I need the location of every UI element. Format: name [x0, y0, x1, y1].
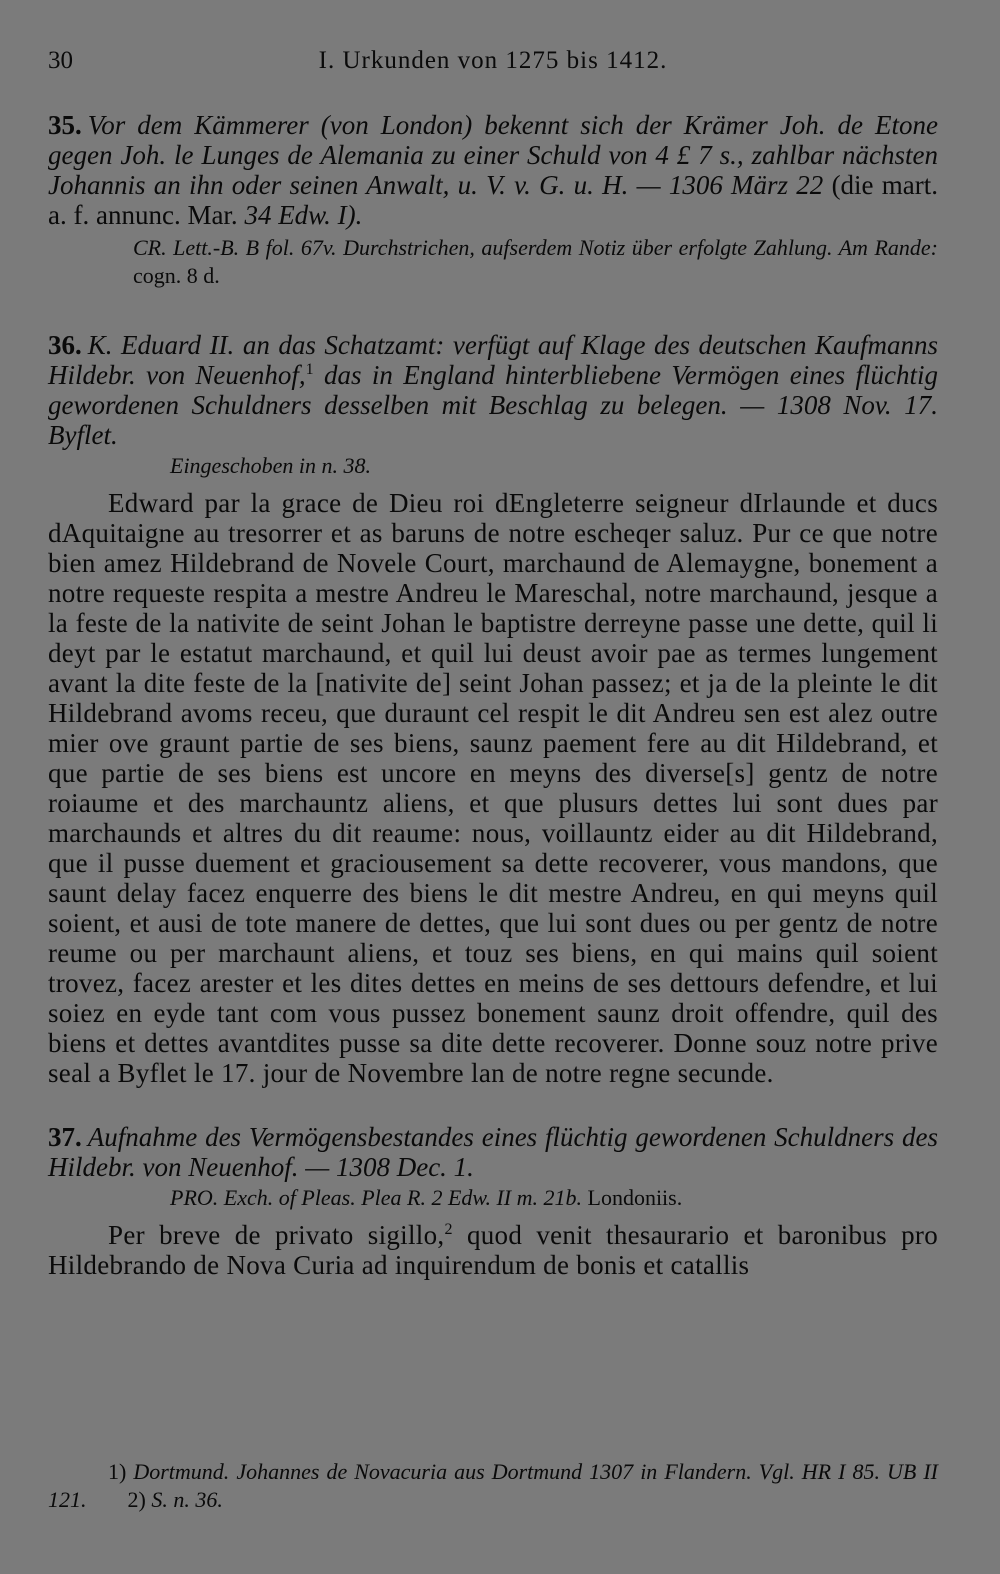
page-number: 30: [48, 47, 73, 74]
entry-36-source-text: Eingeschoben in n. 38.: [170, 453, 372, 478]
entry-37-summary-text: Aufnahme des Vermögensbestandes eines flüchtig gewordenen Schuldners des Hildebr. von Neuenhof. — 1308 Dec. 1.: [48, 1122, 938, 1182]
footnote-2-text: S. n. 36.: [151, 1487, 223, 1512]
entry-37-source-italic: PRO. Exch. of Pleas. Plea R. 2 Edw. II m. 21b.: [170, 1185, 582, 1210]
entry-37-body-b: quod venit thesaurario et baronibus pro Hildebrando de Nova Curia ad inquirendum de bonis et catallis: [48, 1220, 938, 1280]
entry-number: 36.: [48, 330, 82, 360]
footnote-1-text: Dortmund. Johannes de Novacuria aus Dortmund 1307 in Flandern. Vgl. HR I 85. UB II 121.: [48, 1459, 938, 1512]
entry-37-source: [170, 1184, 938, 1212]
entry-37-source-regular: Londoniis.: [587, 1185, 683, 1210]
entry-36: [48, 330, 938, 1088]
entry-37-body-a: Per breve de privato sigillo,: [108, 1220, 445, 1250]
footnotes: [48, 1458, 938, 1514]
footnote-1-mark: 1): [108, 1459, 127, 1484]
document-page: [48, 40, 938, 1280]
entry-36-body: Edward par la grace de Dieu roi dEngleterre seigneur dIrlaunde et ducs dAquitaigne au tresorrer et as baruns de notre escheqer saluz. Pur ce que notre bien amez Hildebrand de Novele Court, marchaund de Alemaygne, bonement a notre requeste respita a mestre Andreu le Mareschal, notre marchaund, jesque a la feste de la nativite de seint Johan le baptistre derreyne passe une dette, quil li deyt par le estatut marchaund, et quil lui deust avoir pae as termes lungement avant la dite feste de la [nativite de] seint Johan passez; et ja de la pleinte le dit Hildebrand avoms receu, que duraunt cel respit le dit Andreu sen est alez outre mier ove graunt partie de ses biens, saunz paement fere au dit Hildebrand, et que partie de ses biens est uncore en meyns des diverse[s] gentz de notre roiaume et des marchauntz aliens, et que plusurs dettes lui sont dues par marchaunds et altres du dit reaume: nous, voillauntz eider au dit Hildebrand, que il pusse duement et graciousement sa dette recoverer, vous mandons, que saunt delay facez enquerre des biens le dit mestre Andreu, en qui meyns quil soient, et ausi de tote manere de dettes, que lui sont dues ou per gentz de notre reume ou per marchaunt aliens, et touz ses biens, en qui mains quil soient trovez, facez arester et les dites dettes en meins de ses dettours defendre, et lui soiez en eyde tant com vous pussez bonement saunz droit offendre, quil des biens et dettes avantdites pusse sa dite dette recoverer. Donne souz notre prive seal a Byflet le 17. jour de Novembre lan de notre regne secunde.: [48, 488, 938, 1088]
entry-35-source: [133, 234, 938, 290]
entry-36-summary-text: K. Eduard II. an das Schatzamt: verfügt auf Klage des deutschen Kaufmanns Hildebr. von Neuenhof,: [48, 330, 938, 390]
entry-35: [48, 110, 938, 290]
entry-36-summary: [48, 330, 938, 450]
footnote-mark: 2: [444, 1221, 453, 1238]
footnote-mark: 1: [305, 361, 314, 378]
entry-35-summary-text: Vor dem Kämmerer (von London) bekennt sich der Krämer Joh. de Etone gegen Joh. le Lunges de Alemania zu einer Schuld von 4 £ 7 s., zahlbar nächsten Johannis an ihn oder seinen Anwalt, u. V. v. G. u. H. — 1306 März 22: [48, 110, 938, 200]
entry-35-source-italic: CR. Lett.-B. B fol. 67v. Durchstrichen, aufserdem Notiz über erfolgte Zahlung. Am Rande:: [133, 235, 938, 260]
running-title: I. Urkunden von 1275 bis 1412.: [318, 47, 668, 74]
entry-37-body: [48, 1220, 938, 1280]
page-header: [48, 40, 938, 76]
entry-35-summary: [48, 110, 938, 230]
footnote-1: [48, 1458, 938, 1514]
footnote-2-mark: 2): [127, 1487, 146, 1512]
entry-37-summary: [48, 1122, 938, 1182]
entry-number: 37.: [48, 1122, 82, 1152]
entry-number: 35.: [48, 110, 82, 140]
entry-35-date-note: (die mart. a. f. annunc. Mar.: [48, 170, 939, 230]
entry-37: [48, 1122, 938, 1280]
entry-35-source-regular: cogn. 8 d.: [133, 263, 220, 288]
entry-36-summary-cont: das in England hinterbliebene Vermögen eines flüchtig gewordenen Schuldners desselben mit Beschlag zu belegen. — 1308 Nov. 17. Byflet.: [48, 360, 939, 450]
entry-36-source: [170, 452, 938, 480]
entry-35-date-note-end: 34 Edw. I).: [244, 200, 363, 230]
